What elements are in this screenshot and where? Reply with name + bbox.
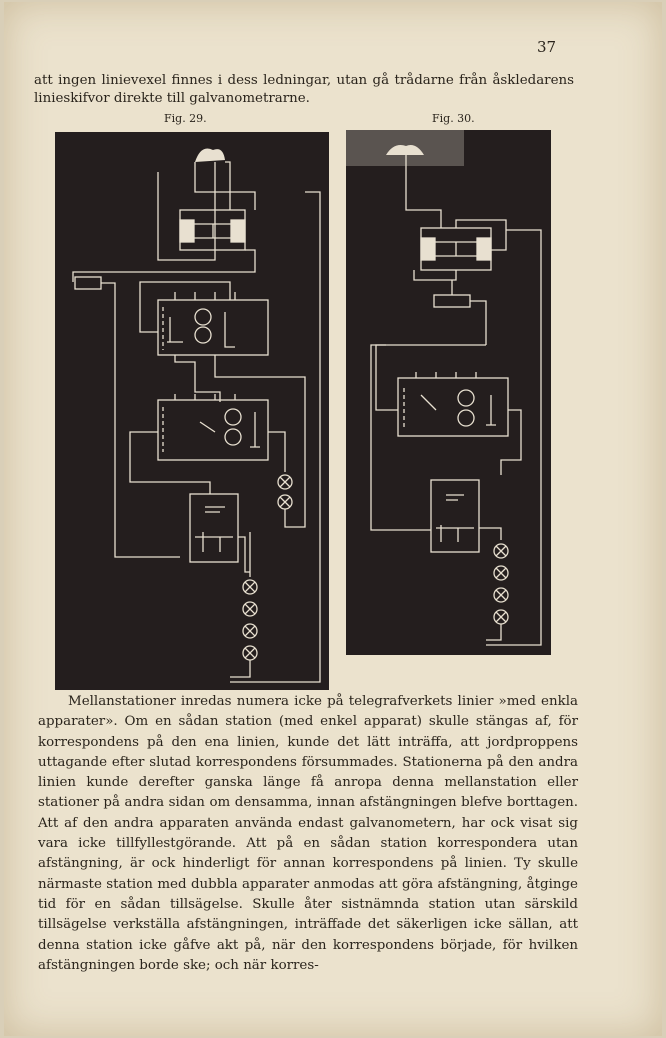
body-paragraph-text: Mellanstationer inredas numera icke på telegrafverkets linier »med enkla apparater». Om en sådan station (med enkel apparat) skulle stängas af, för korrespondens på den ena linien, kunde det lätt inträffa, att jordproppens uttagande efter slutad korrespondens försummades. Stationerna på den andra linien kunde derefter ganska länge få anropa denna mellanstation eller stationer på andra sidan om densamma, innan afstängningen blefve borttagen. Att af den andra apparaten använda endast galvanometern, har ock visat sig vara icke tillfyllestgörande. Att på en sådan station korrespondera utan afstängning, är ock hinderligt för annan korrespondens på linien. Ty skulle närmaste station med dubbla apparater anmodas att göra afstängning, åtginge tid för en sådan tillsägelse. Skulle åter sistnämnda station utan särskild tillsägelse verkställa afstängningen, inträffade det säkerligen icke sällan, att denna station icke gåfve akt på, när den korrespondens började, för hvilken afstängningen borde ske; och när korres- (38, 694, 578, 973)
intro-paragraph: att ingen linievexel finnes i dess ledningar, utan gå trådarne från åskledarens linieskifvor direkte till galvanometrarne. (34, 73, 574, 106)
body-paragraph (38, 692, 578, 976)
book-page (4, 2, 662, 1036)
figure-30-wiring-diagram (346, 130, 551, 655)
figure-30-caption: Fig. 30. (432, 112, 475, 125)
figure-29-caption: Fig. 29. (164, 112, 207, 125)
figure-29-wiring-diagram (55, 132, 329, 690)
page-number: 37 (537, 38, 557, 56)
